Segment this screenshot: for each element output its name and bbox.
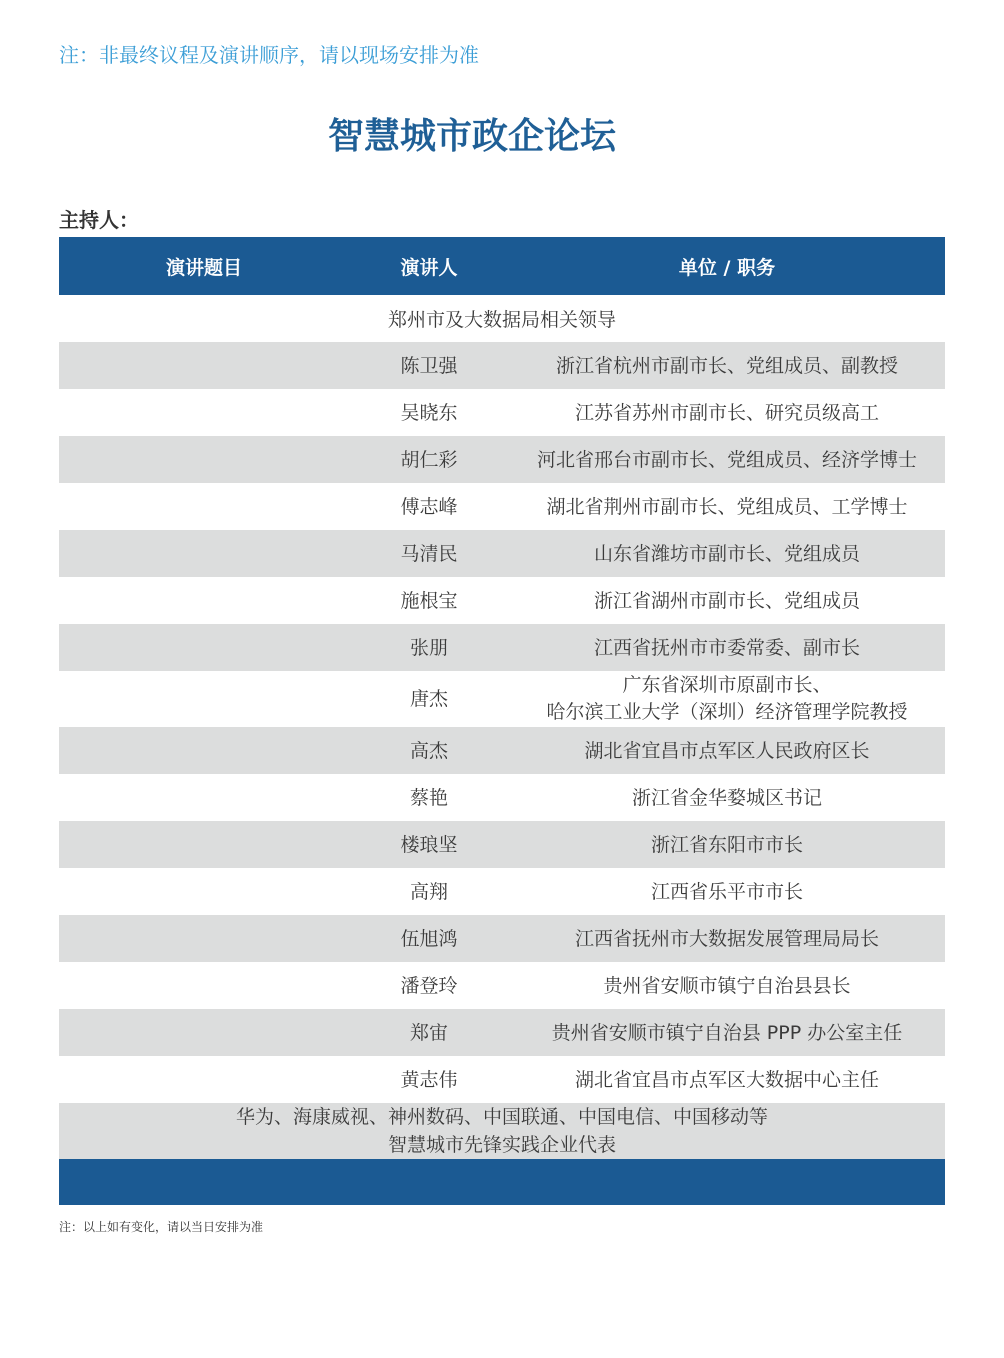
speaker-cell: 郑宙: [409, 1021, 448, 1044]
unit-cell: 浙江省金华婺城区书记: [631, 786, 822, 809]
table-row: [59, 436, 945, 483]
table-header: [59, 237, 945, 295]
unit-cell: 江苏省苏州市副市长、研究员级高工: [574, 401, 879, 424]
unit-cell: 贵州省安顺市镇宁自治县 PPP 办公室主任: [551, 1021, 903, 1044]
speaker-cell: 胡仁彩: [400, 448, 458, 471]
unit-cell: 浙江省东阳市市长: [650, 833, 803, 856]
table-row: [59, 962, 945, 1009]
unit-cell: 湖北省宜昌市点军区人民政府区长: [584, 739, 870, 762]
header-topic: 演讲题目: [165, 256, 242, 279]
unit-cell: 浙江省杭州市副市长、党组成员、副教授: [555, 354, 898, 377]
unit-line: 哈尔滨工业大学（深圳）经济管理学院教授: [546, 701, 908, 723]
header-unit: 单位 / 职务: [678, 256, 776, 279]
table-row: [59, 342, 945, 389]
table-row: [59, 727, 945, 774]
table-row: [59, 577, 945, 624]
speaker-cell: 张朋: [409, 636, 448, 659]
table-row: [59, 1056, 945, 1103]
opening-row: 郑州市及大数据局相关领导: [387, 309, 616, 331]
unit-line: 广东省深圳市原副市长、: [622, 674, 832, 696]
table-row: [59, 1009, 945, 1056]
speaker-cell: 马清民: [400, 542, 458, 565]
speaker-cell: 唐杰: [409, 688, 448, 710]
table-footer-bar: [59, 1159, 945, 1205]
table-row: [59, 774, 945, 821]
unit-cell: 浙江省湖州市副市长、党组成员: [593, 589, 860, 612]
unit-cell: 贵州省安顺市镇宁自治县县长: [603, 974, 851, 997]
speaker-cell: 伍旭鸿: [400, 927, 458, 950]
speaker-cell: 吴晓东: [400, 401, 458, 424]
speaker-cell: 蔡艳: [409, 786, 448, 809]
unit-cell: 山东省潍坊市副市长、党组成员: [593, 542, 860, 565]
speaker-cell: 高翔: [409, 880, 448, 903]
bottom-note: 注：以上如有变化，请以当日安排为准: [59, 1220, 264, 1234]
table-row: [59, 915, 945, 962]
header-speaker: 演讲人: [400, 256, 458, 279]
table-row: [59, 389, 945, 436]
unit-cell: [509, 672, 945, 726]
unit-cell: 江西省抚州市大数据发展管理局局长: [574, 927, 879, 950]
speaker-cell: 黄志伟: [400, 1068, 458, 1091]
speaker-cell: 楼琅坚: [400, 833, 458, 856]
table-row: [59, 821, 945, 868]
enterprise-representatives-row: [59, 1103, 945, 1159]
table-row: [59, 483, 945, 530]
unit-cell: 河北省邢台市副市长、党组成员、经济学博士: [536, 448, 917, 471]
unit-cell: 湖北省荆州市副市长、党组成员、工学博士: [546, 495, 908, 518]
speaker-cell: 高杰: [409, 739, 448, 762]
speaker-cell: 潘登玲: [400, 974, 458, 997]
page-title: 智慧城市政企论坛: [327, 116, 616, 157]
speaker-cell: 施根宝: [400, 589, 458, 612]
table-row: [59, 868, 945, 915]
unit-cell: 湖北省宜昌市点军区大数据中心主任: [574, 1068, 879, 1091]
enterprise-list: 华为、海康威视、神州数码、中国联通、中国电信、中国移动等: [235, 1106, 768, 1128]
table-row: [59, 671, 945, 727]
agenda-disclaimer: 注：非最终议程及演讲顺序，请以现场安排为准: [59, 43, 479, 67]
speaker-cell: 陈卫强: [400, 354, 458, 377]
host-label: 主持人：: [59, 208, 139, 232]
unit-cell: 江西省抚州市市委常委、副市长: [593, 636, 860, 659]
enterprise-caption: 智慧城市先锋实践企业代表: [387, 1134, 616, 1156]
agenda-table: [59, 237, 945, 1205]
unit-cell: 江西省乐平市市长: [650, 880, 803, 903]
table-row: [59, 624, 945, 671]
speaker-cell: 傅志峰: [400, 495, 458, 518]
table-row: [59, 530, 945, 577]
